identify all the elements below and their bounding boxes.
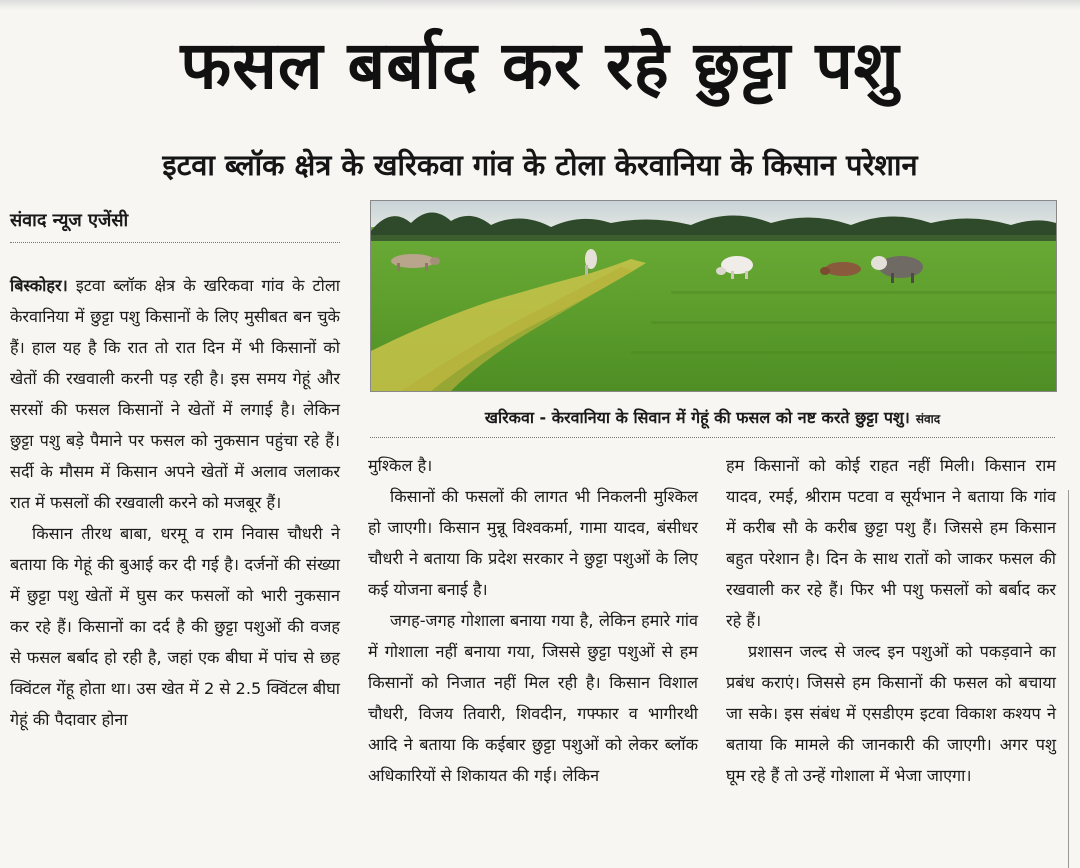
- byline: संवाद न्यूज एजेंसी: [10, 208, 340, 243]
- news-photo: [370, 200, 1057, 392]
- paragraph: किसान तीरथ बाबा, धरमू व राम निवास चौधरी ने बताया कि गेहूं की बुआई कर दी गई है। दर्जनों की संख्या में छुट्टा पशु खेतों में घुस कर फसलों को भारी नुकसान कर रहे हैं। किसानों का दर्द है की छुट्टा पशुओं की वजह से फसल बर्बाद हो रही है, जहां एक बीघा में पांच से छह क्विंटल गेंहू होता था। उस खेत में 2 से 2.5 क्विंटल बीघा गेहूं की पैदावार होना: [10, 524, 340, 729]
- dateline: बिस्कोहर।: [10, 276, 68, 295]
- caption-text: खरिकवा - केरवानिया के सिवान में गेहूं की फसल को नष्ट करते छुट्टा पशु।: [484, 408, 910, 427]
- article-column-2: [368, 450, 698, 791]
- photo-caption: [370, 400, 1055, 438]
- article-column-1: [10, 270, 340, 735]
- photo-credit: संवाद: [915, 412, 941, 426]
- paragraph: [10, 270, 340, 518]
- top-edge: [0, 0, 1080, 10]
- field-cattle-photo: [371, 201, 1056, 391]
- paragraph: जगह-जगह गोशाला बनाया गया है, लेकिन हमारे गांव में गोशाला नहीं बनाया गया, जिससे छुट्टा पशुओं से हम किसानों को निजात नहीं मिल रही है। किसान विशाल चौधरी, विजय तिवारी, शिवदीन, गफ्फार व भागीरथी आदि ने बताया कि कईबार छुट्टा पशुओं को लेकर ब्लॉक अधिकारियों से शिकायत की गई। लेकिन: [368, 611, 698, 785]
- paragraph: किसानों की फसलों की लागत भी निकलनी मुश्किल हो जाएगी। किसान मुन्नू विश्वकर्मा, गामा यादव, बंसीधर चौधरी ने बताया कि प्रदेश सरकार ने छुट्टा पशुओं के लिए कई योजना बनाई है।: [368, 487, 698, 599]
- paragraph: हम किसानों को कोई राहत नहीं मिली। किसान राम यादव, रमई, श्रीराम पटवा व सूर्यभान ने बताया कि गांव में करीब सौ के करीब छुट्टा पशु हैं। जिससे हम किसान बहुत परेशान है। दिन के साथ रातों को जाकर फसल की रखवाली कर रहे हैं। फिर भी पशु फसलों को बर्बाद कर रहे हैं।: [726, 456, 1056, 630]
- paragraph: मुश्किल है।: [368, 456, 433, 475]
- headline: फसल बर्बाद कर रहे छुट्टा पशु: [180, 27, 900, 104]
- column-divider: [1068, 490, 1069, 868]
- article-column-3: [726, 450, 1056, 791]
- paragraph-text: इटवा ब्लॉक क्षेत्र के खरिकवा गांव के टोला केरवानिया में छुट्टा पशु किसानों के लिए मुसीबत बन चुके हैं। हाल यह है कि रात तो रात दिन में भी किसानों को खेतों की रखवाली करनी पड़ रही है। इस समय गेहूं और सरसों की फसल किसानों ने खेतों में लगाई है। लेकिन छुट्टा पशु बड़े पैमाने पर फसल को नुकसान पहुंचा रहे हैं। सर्दी के मौसम में किसान अपने खेतों में अलाव जलाकर रात में फसलों की रखवाली करने को मजबूर हैं।: [10, 276, 340, 512]
- subheadline: इटवा ब्लॉक क्षेत्र के खरिकवा गांव के टोला केरवानिया के किसान परेशान: [162, 148, 918, 182]
- paragraph: प्रशासन जल्द से जल्द इन पशुओं को पकड़वाने का प्रबंध कराएं। जिससे हम किसानों की फसल को बचाया जा सके। इस संबंध में एसडीएम इटवा विकाश कश्यप ने बताया कि मामले की जानकारी की जाएगी। अगर पशु घूम रहे हैं तो उन्हें गोशाला में भेजा जाएगा।: [726, 642, 1056, 785]
